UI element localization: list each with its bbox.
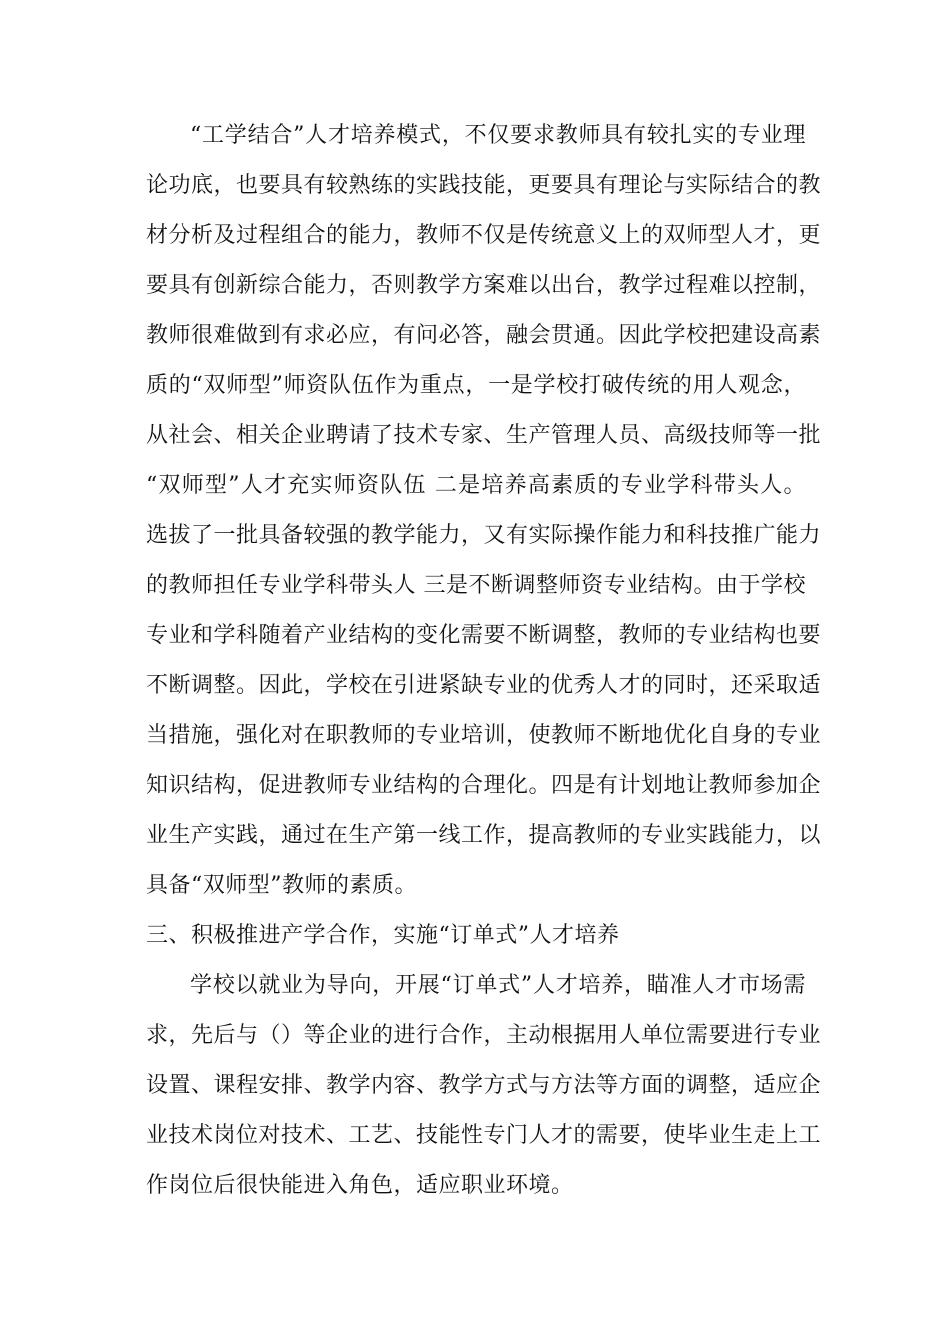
text-line: 从社会、相关企业聘请了技术专家、生产管理人员、高级技师等一批 xyxy=(146,423,822,448)
text-line: 选拔了一批具备较强的教学能力，又有实际操作能力和科技推广能力 xyxy=(146,523,822,548)
text-line: “双师型”人才充实师资队伍 二是培养高素质的专业学科带头人。 xyxy=(146,473,806,498)
heading-text: 三、积极推进产学合作，实施“订单式”人才培养 xyxy=(146,923,620,948)
text-line: 材分析及过程组合的能力，教师不仅是传统意义上的双师型人才，更 xyxy=(146,223,822,248)
text-line: 学校以就业为导向，开展“订单式”人才培养，瞄准人才市场需 xyxy=(190,973,806,998)
text-line: 具备“双师型”教师的素质。 xyxy=(146,873,417,898)
text-line: 的教师担任专业学科带头人 三是不断调整师资专业结构。由于学校 xyxy=(146,573,806,598)
text-line: 质的“双师型”师资队伍作为重点，一是学校打破传统的用人观念， xyxy=(146,373,806,398)
text-line: 当措施，强化对在职教师的专业培训，使教师不断地优化自身的专业 xyxy=(146,723,822,748)
text-line: 知识结构，促进教师专业结构的合理化。四是有计划地让教师参加企 xyxy=(146,773,822,798)
text-line: 专业和学科随着产业结构的变化需要不断调整，教师的专业结构也要 xyxy=(146,623,822,648)
text-line: 要具有创新综合能力，否则教学方案难以出台，教学过程难以控制， xyxy=(146,273,822,298)
text-line: 教师很难做到有求必应，有问必答，融会贯通。因此学校把建设高素 xyxy=(146,323,822,348)
text-line: 设置、课程安排、教学内容、教学方式与方法等方面的调整，适应企 xyxy=(146,1073,822,1098)
text-line: 作岗位后很快能进入角色，适应职业环境。 xyxy=(146,1173,574,1198)
text-line: 求，先后与（）等企业的进行合作，主动根据用人单位需要进行专业 xyxy=(146,1023,822,1048)
text-line: 论功底，也要具有较熟练的实践技能，更要具有理论与实际结合的教 xyxy=(146,173,822,198)
text-line: 业技术岗位对技术、工艺、技能性专门人才的需要，使毕业生走上工 xyxy=(146,1123,822,1148)
text-line: 业生产实践，通过在生产第一线工作，提高教师的专业实践能力，以 xyxy=(146,823,822,848)
text-line: “工学结合”人才培养模式，不仅要求教师具有较扎实的专业理 xyxy=(190,123,806,148)
text-line: 不断调整。因此，学校在引进紧缺专业的优秀人才的同时，还采取适 xyxy=(146,673,822,698)
